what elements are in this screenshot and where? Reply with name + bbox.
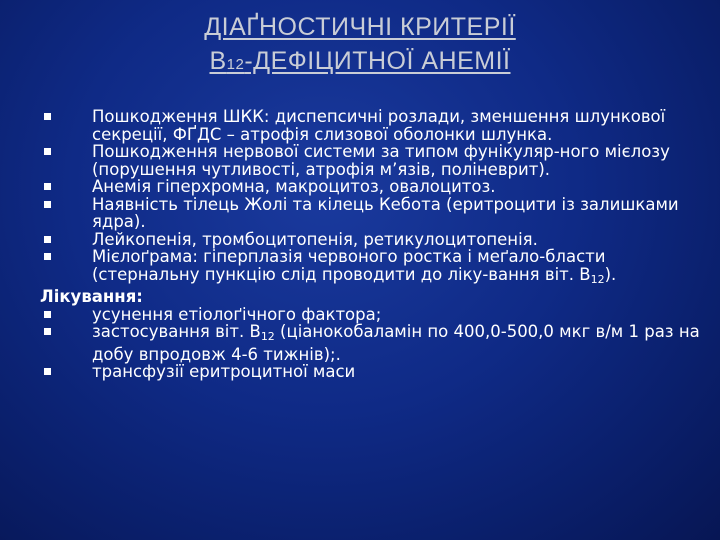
treatment-item-text: застосування віт. $В_{12}$ (ціанокобаламін по 400,0-500,0 мкг в/м 1 раз на добу впродовж 4-6 тижнів);.: [92, 322, 700, 364]
diagnosis-item-text: Пошкодження нервової системи за типом фунікуляр-ного мієлозу (порушення чутливості, атрофія м’язів, поліневрит).: [92, 142, 670, 179]
diagnosis-item-text: Наявність тілець Жолі та кілець Кебота (еритроцити із залишками ядра).: [92, 194, 679, 231]
diagnosis-item-text: Пошкодження ШКК: диспепсичні розлади, зменшення шлункової секреції, ФҐДС – атрофія слизової оболонки шлунка.: [92, 107, 666, 144]
bullet-icon: [44, 148, 51, 155]
diagnosis-item-text: Мієлоґрама: гіперплазія червоного ростка і меґало-бласти (стернальну пункцію слід проводити до ліку-вання віт. $В_{12}$).: [92, 247, 617, 286]
bullet-icon: [44, 236, 51, 243]
treatment-item: [40, 323, 712, 363]
title-line-1: ДІАҐНОСТИЧНІ КРИТЕРІЇ: [204, 13, 516, 41]
slide-content: [40, 108, 712, 381]
title-line-2: [0, 44, 720, 82]
diagnosis-item: [40, 231, 712, 249]
diagnosis-item: [40, 196, 712, 231]
treatment-item-text: усунення етіолоґічного фактора;: [92, 304, 382, 324]
bullet-icon: [44, 253, 51, 260]
diagnosis-item-text: Лейкопенія, тромбоцитопенія, ретикулоцитопенія.: [92, 229, 538, 249]
treatment-item: [40, 306, 712, 324]
treatment-item: [40, 363, 712, 381]
bullet-icon: [44, 201, 51, 208]
slide-title: [0, 10, 720, 82]
bullet-icon: [44, 368, 51, 375]
diagnosis-item: [40, 248, 712, 288]
treatment-item-text: трансфузії еритроцитної маси: [92, 362, 356, 381]
title-subscript: 12: [226, 56, 245, 73]
diagnosis-item: [40, 143, 712, 178]
bullet-icon: [44, 113, 51, 120]
bullet-icon: [44, 328, 51, 335]
bullet-icon: [44, 311, 51, 318]
treatment-heading: Лікування:: [40, 287, 143, 306]
diagnosis-item: [40, 178, 712, 196]
diagnosis-item-text: Анемія гіперхромна, макроцитоз, овалоцитоз.: [92, 177, 496, 196]
diagnosis-item: [40, 108, 712, 143]
bullet-icon: [44, 183, 51, 190]
title-prefix: В: [209, 47, 227, 75]
title-suffix: -ДЕФІЦИТНОЇ АНЕМІЇ: [244, 47, 511, 75]
